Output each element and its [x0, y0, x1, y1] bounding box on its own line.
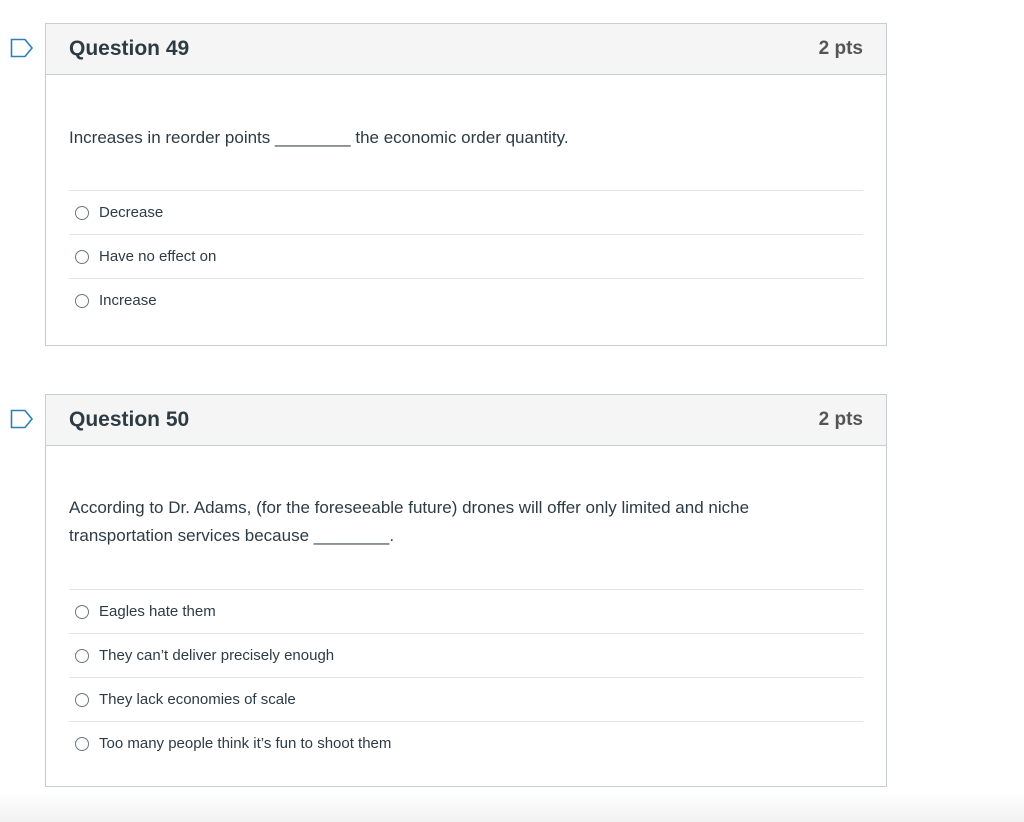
radio-unchecked-icon[interactable]: [75, 250, 89, 264]
answer-label: Eagles hate them: [99, 603, 216, 620]
answer-label: They can’t deliver precisely enough: [99, 647, 335, 664]
answer-option[interactable]: [69, 633, 863, 677]
question-text: Increases in reorder points ________ the economic order quantity.: [69, 128, 569, 147]
question-points: 2 pts: [818, 409, 863, 430]
question-text: According to Dr. Adams, (for the foreseeable future) drones will offer only limited and niche transportation services because ________.: [69, 498, 750, 545]
answer-label: Increase: [99, 292, 157, 309]
radio-unchecked-icon[interactable]: [75, 649, 89, 663]
answer-label: They lack economies of scale: [99, 691, 296, 708]
answer-label: Have no effect on: [99, 248, 217, 265]
question-header: [46, 395, 886, 446]
question-body: [46, 75, 886, 345]
answer-option[interactable]: [69, 677, 863, 721]
page-footer-shade: [0, 792, 1024, 822]
question-title: Question 50: [69, 408, 190, 431]
flag-question-icon[interactable]: [10, 38, 34, 58]
question-card: [45, 23, 887, 346]
radio-unchecked-icon[interactable]: [75, 737, 89, 751]
answer-option[interactable]: [69, 234, 863, 278]
answer-option[interactable]: [69, 589, 863, 633]
question-title: Question 49: [69, 37, 190, 60]
answer-option[interactable]: [69, 190, 863, 234]
question-50: [45, 394, 887, 787]
radio-unchecked-icon[interactable]: [75, 693, 89, 707]
answer-option[interactable]: [69, 278, 863, 322]
radio-unchecked-icon[interactable]: [75, 206, 89, 220]
flag-question-icon[interactable]: [10, 409, 34, 429]
answer-option[interactable]: [69, 721, 863, 765]
answer-list: [69, 190, 863, 322]
answer-label: Decrease: [99, 204, 164, 221]
answer-list: [69, 589, 863, 765]
question-header: [46, 24, 886, 75]
radio-unchecked-icon[interactable]: [75, 294, 89, 308]
answer-label: Too many people think it’s fun to shoot them: [99, 735, 392, 752]
radio-unchecked-icon[interactable]: [75, 605, 89, 619]
question-card: [45, 394, 887, 787]
question-49: [45, 23, 887, 346]
question-points: 2 pts: [818, 38, 863, 59]
question-body: [46, 446, 886, 786]
